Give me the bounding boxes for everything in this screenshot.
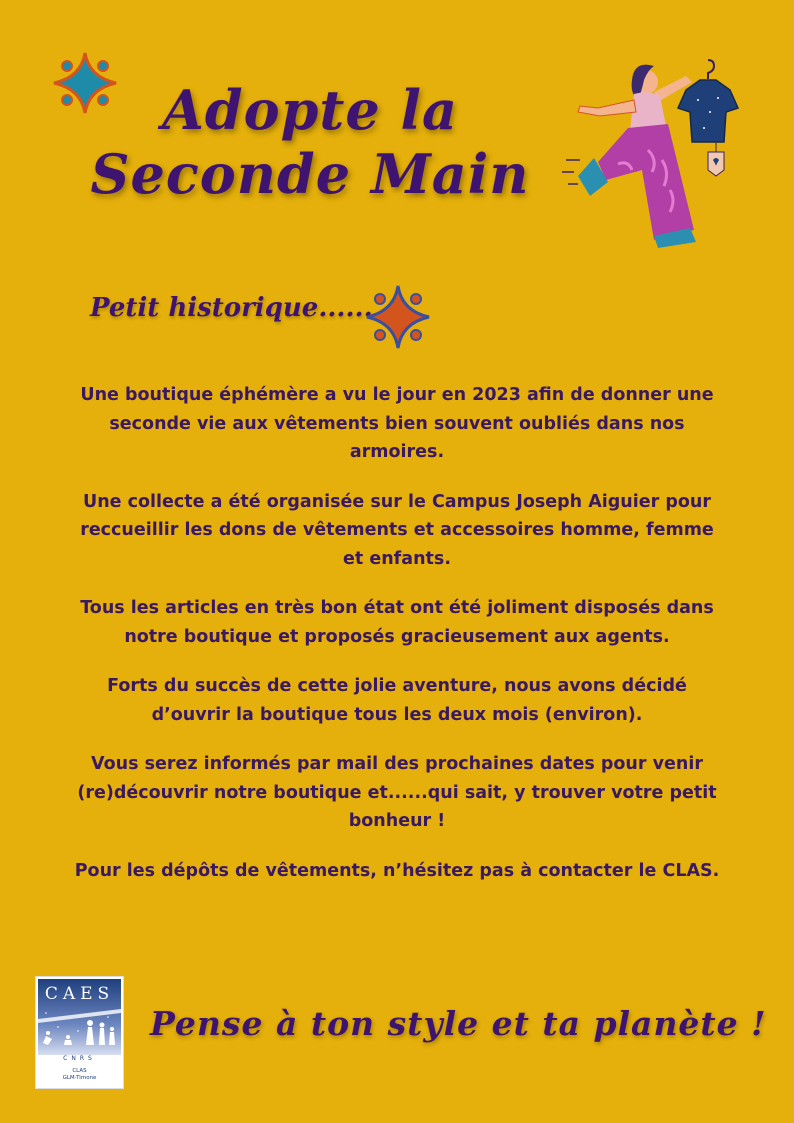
logo-banner (38, 979, 121, 1055)
paragraph: Forts du succès de cette jolie aventure, nous avons décidé d’ouvrir la boutique tous les deux mois (environ). (107, 676, 687, 725)
paragraph: Une boutique éphémère a vu le jour en 2023 afin de donner une seconde vie aux vêtements bien souvent oubliés dans nos armoires. (80, 385, 714, 462)
sparkle-star-icon (364, 283, 432, 351)
paragraph: Tous les articles en très bon état ont été joliment disposés dans notre boutique et proposés gracieusement aux agents. (80, 598, 714, 647)
slogan: Pense à ton style et ta planète ! (150, 1004, 767, 1043)
logo-sub: CNRS (63, 1055, 96, 1062)
logo-clas-line-1: CLAS (72, 1068, 87, 1074)
logo-clas-line-2: GLM-Timone (62, 1075, 97, 1081)
section-title: Petit historique...... (90, 293, 373, 323)
logo-figures (38, 979, 121, 1055)
paragraph: Pour les dépôts de vêtements, n’hésitez pas à contacter le CLAS. (74, 860, 720, 881)
body-text (70, 381, 724, 906)
title-line-1: Adopte la (161, 78, 459, 142)
page-title (60, 78, 560, 206)
logo-letters: CAES (44, 984, 115, 1004)
paragraph: Vous serez informés par mail des prochaines dates pour venir (re)découvrir notre boutique et......qui sait, y trouver votre petit bonheur ! (77, 754, 717, 831)
logo-clas (36, 1068, 123, 1082)
woman-holding-shirt-illustration (558, 50, 748, 250)
paragraph: Une collecte a été organisée sur le Campus Joseph Aiguier pour reccueillir les dons de vêtements et accessoires homme, femme et enfants. (80, 491, 714, 569)
caes-cnrs-logo (35, 976, 124, 1089)
title-line-2: Seconde Main (90, 142, 530, 206)
